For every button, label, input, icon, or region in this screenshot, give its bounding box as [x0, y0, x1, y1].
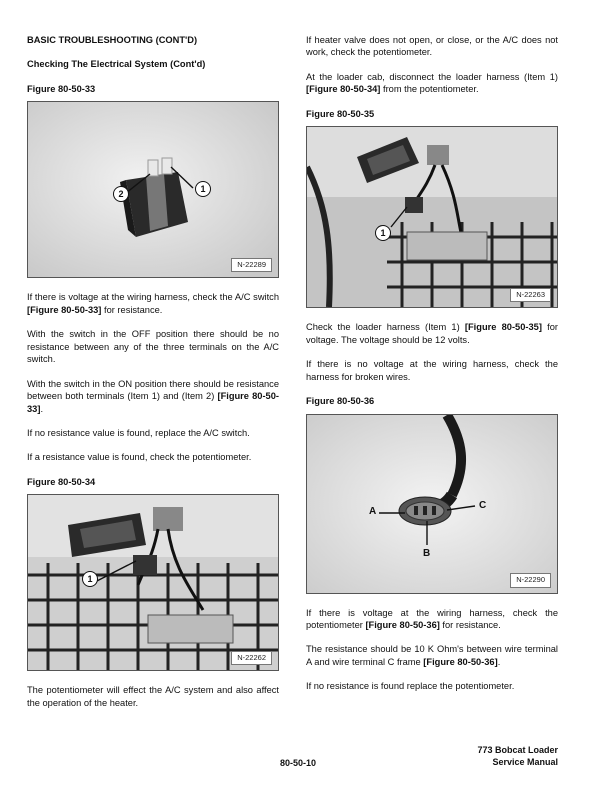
paragraph: With the switch in the ON position there should be resistance between both terminals (Item 1) and (Item 2) [Figure 80-50-33].: [27, 378, 279, 414]
terminal-label-c: C: [479, 499, 487, 511]
terminal-label-a: A: [369, 505, 377, 517]
paragraph: The resistance should be 10 K Ohm's between wire terminal A and wire terminal C frame [Figure 80-50-36].: [306, 644, 558, 667]
figure-reference: [Figure 80-50-36]: [365, 619, 440, 630]
paragraph: If no resistance is found replace the potentiometer.: [306, 681, 515, 692]
loader-harness-photo: [307, 127, 557, 307]
page-number: 80-50-10: [280, 758, 317, 768]
paragraph: The potentiometer will effect the A/C system and also affect the operation of the heater.: [27, 685, 279, 708]
callout-1: 1: [82, 571, 98, 587]
paragraph: If there is voltage at the wiring harness, check the A/C switch [Figure 80-50-33] for resistance.: [27, 292, 279, 315]
figure-photo-34: [27, 494, 279, 671]
figure-caption-35: Figure 80-50-35: [306, 108, 375, 119]
paragraph: If a resistance value is found, check the potentiometer.: [27, 452, 252, 463]
ac-switch-photo: [28, 102, 278, 277]
paragraph: If there is no voltage at the wiring harness, check the harness for broken wires.: [306, 359, 558, 382]
left-column: [27, 34, 279, 721]
potentiometer-connector-photo: [307, 415, 557, 593]
footer-title: [477, 745, 558, 768]
callout-1: 1: [195, 181, 211, 197]
terminal-label-b: B: [423, 547, 431, 559]
section-heading: BASIC TROUBLESHOOTING (CONT'D): [27, 35, 198, 45]
paragraph: At the loader cab, disconnect the loader harness (Item 1) [Figure 80-50-34] from the potentiometer.: [306, 71, 558, 95]
paragraph: Check the loader harness (Item 1) [Figure 80-50-35] for voltage. The voltage should be 12 volts.: [306, 322, 558, 345]
figure-photo-35: [306, 126, 558, 308]
paragraph: If no resistance value is found, replace the A/C switch.: [27, 427, 250, 438]
figure-photo-36: [306, 414, 558, 594]
figure-reference: [Figure 80-50-36]: [423, 656, 498, 667]
callout-1: 1: [375, 225, 391, 241]
figure-caption-33: Figure 80-50-33: [27, 83, 96, 94]
figure-caption-34: Figure 80-50-34: [27, 476, 96, 487]
figure-reference: [Figure 80-50-34]: [306, 84, 381, 95]
loader-cab-photo: [28, 495, 278, 670]
image-code: N-22289: [231, 258, 272, 272]
paragraph: With the switch in the OFF position there should be no resistance between any of the three terminals on the A/C switch.: [27, 329, 279, 365]
paragraph: If there is voltage at the wiring harness, check the potentiometer [Figure 80-50-36] for resistance.: [306, 607, 558, 630]
image-code: N-22290: [510, 573, 551, 587]
figure-photo-33: [27, 101, 279, 278]
figure-reference: [Figure 80-50-33]: [27, 391, 279, 414]
figure-caption-36: Figure 80-50-36: [306, 396, 375, 407]
figure-reference: [Figure 80-50-33]: [27, 304, 102, 315]
footer-manual: Service Manual: [492, 756, 558, 767]
paragraph: If heater valve does not open, or close, or the A/C does not work, check the potentiometer.: [306, 35, 558, 58]
footer-model: 773 Bobcat Loader: [477, 745, 558, 755]
section-subheading: Checking The Electrical System (Cont'd): [27, 59, 206, 70]
right-column: [306, 34, 558, 705]
figure-reference: [Figure 80-50-35]: [464, 322, 542, 333]
image-code: N-22262: [231, 651, 272, 665]
callout-2: 2: [113, 186, 129, 202]
image-code: N-22263: [510, 288, 551, 302]
